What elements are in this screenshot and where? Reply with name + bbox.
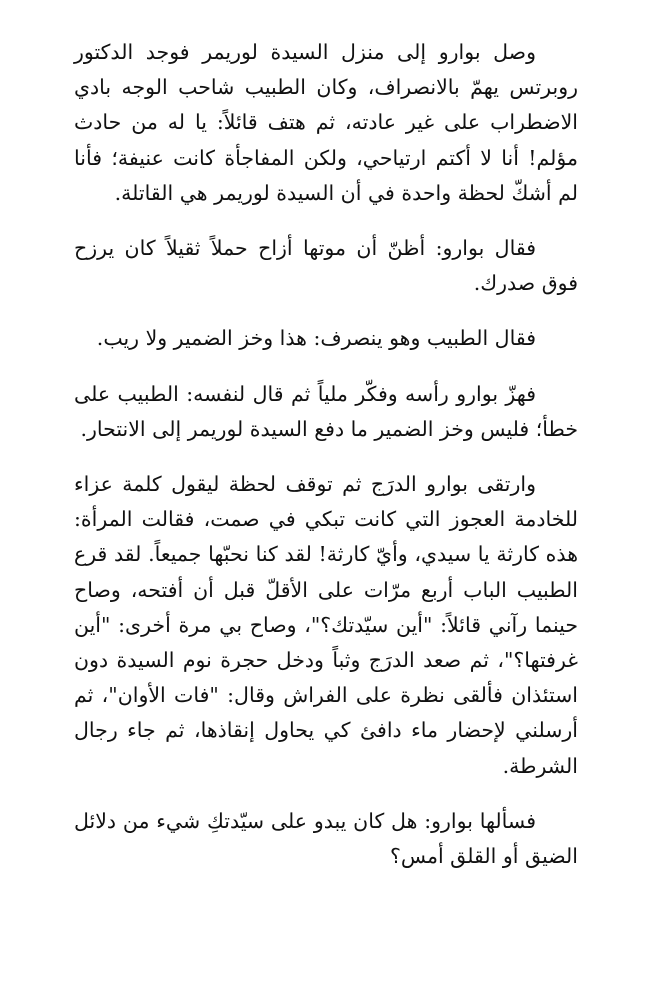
paragraph-poirot-question: فسألها بوارو: هل كان يبدو على سيّدتكِ شيء من دلائل الضيق أو القلق أمس؟ (74, 808, 578, 869)
book-page (74, 35, 578, 894)
paragraph-maid-account: وارتقى بوارو الدرَج ثم توقف لحظة ليقول كلمة عزاء للخادمة العجوز التي كانت تبكي في صمت، فقالت المرأة: هذه كارثة يا سيدي، وأيّ كارثة! لقد كنا نحبّها جميعاً. لقد قرع الطبيب الباب أربع مرّات على الأقلّ قبل أن أفتحه، وصاح حينما رآني قائلاً: "أين سيّدتك؟"، وصاح بي مرة أخرى: "أين غرفتها؟"، ثم صعد الدرَج وثباً ودخل حجرة نوم السيدة دون استئذان فألقى نظرة على الفراش وقال: "فات الأوان"، ثم أرسلني لإحضار ماء دافئ كي يحاول إنقاذها، ثم جاء رجال الشرطة. (74, 472, 578, 778)
paragraph-poirot-thought: فهزّ بوارو رأسه وفكّر ملياً ثم قال لنفسه: الطبيب على خطأ؛ فليس وخز الضمير ما دفع السيدة لوريمر إلى الانتحار. (74, 381, 578, 441)
paragraph-doctor-reply: فقال الطبيب وهو ينصرف: هذا وخز الضمير ولا ريب. (96, 326, 536, 351)
paragraph-arrival: وصل بوارو إلى منزل السيدة لوريمر فوجد الدكتور روبرتس يهمّ بالانصراف، وكان الطبيب شاحب الوجه بادي الاضطراب على غير عادته، ثم هتف قائلاً: يا له من حادث مؤلم! أنا لا أكتم ارتياحي، ولكن المفاجأة كانت عنيفة؛ فأنا لم أشكّ لحظة واحدة في أن السيدة لوريمر هي القاتلة. (74, 40, 578, 205)
paragraph-poirot-remark: فقال بوارو: أظنّ أن موتها أزاح حملاً ثقيلاً كان يرزح فوق صدرك. (74, 236, 578, 296)
